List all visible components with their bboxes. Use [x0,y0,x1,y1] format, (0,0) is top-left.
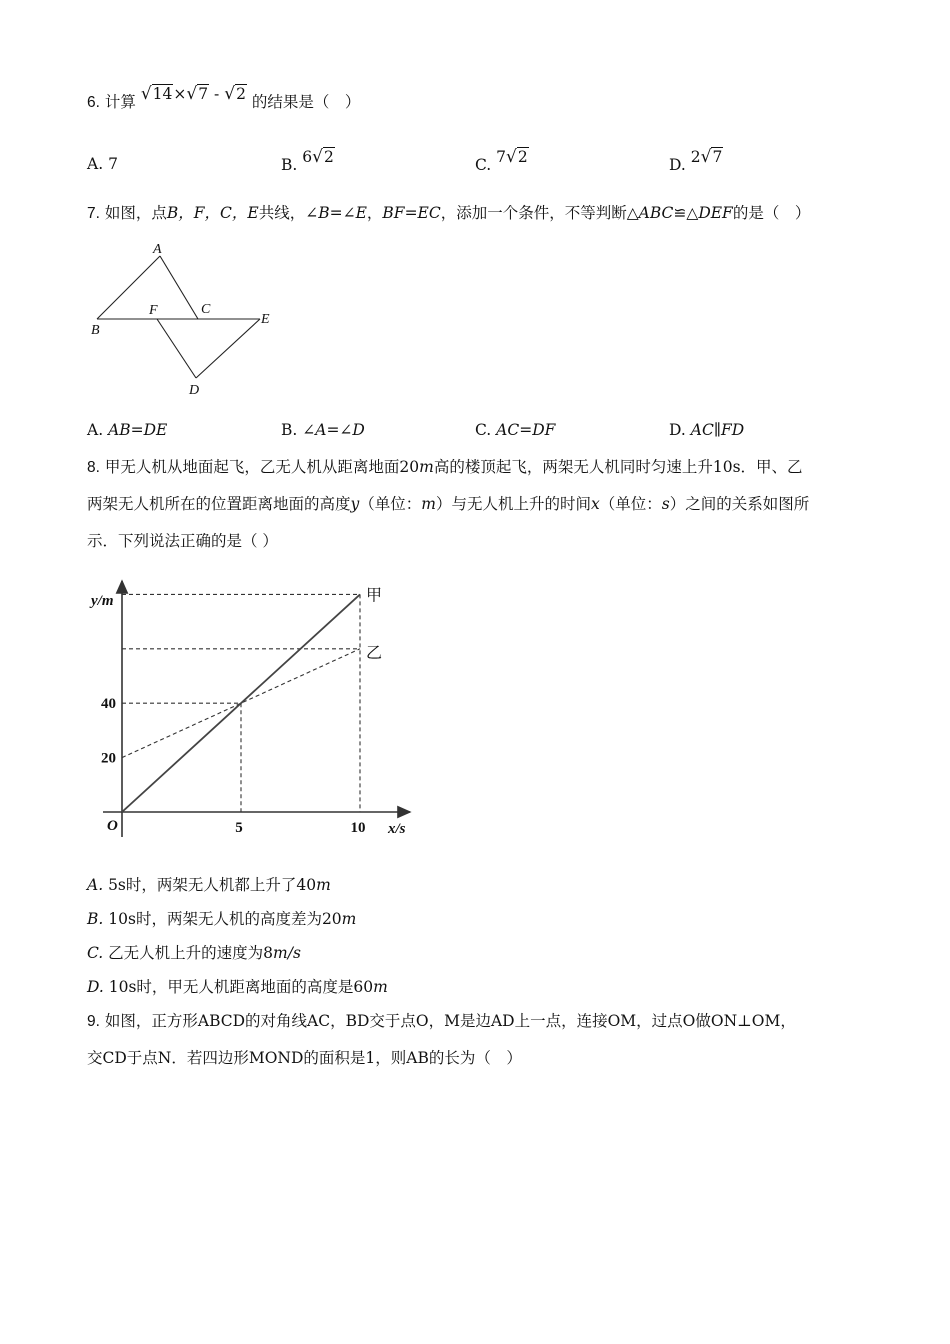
sqrt-7: √7 [186,84,209,104]
q8-line-2: 两架无人机所在的位置距离地面的高度y（单位：m）与无人机上升的时间x（单位：s）之间的关系如图所 [87,495,810,513]
q7-points: B，F，C，E [166,204,259,222]
q7-text: 如图，点 [104,204,167,222]
q7-sep: ， [366,204,383,222]
q6-stem [87,84,361,112]
q8-option-b: B. 10s时，两架无人机的高度差为20m [87,910,357,928]
q7-option-b: B. ∠A=∠D [281,421,365,439]
series-jia-label: 甲 [366,587,383,605]
label-b: B [91,323,100,338]
q7-triangle-def: DEF [698,204,733,222]
q8-option-d: D. 10s时，甲无人机距离地面的高度是60m [87,978,388,996]
q6-option-c: C. 7√2 [475,147,528,174]
seg-fd [157,319,196,378]
q6-option-b: B. 6√2 [281,147,334,174]
q6-text-pre: 计算 [104,93,136,111]
x-tick-label: 10 [350,820,366,836]
q9-number: 9. [87,1013,100,1030]
q9-text: 如图，正方形ABCD的对角线AC，BD交于点O，M是边AD上一点，连接OM，过点O做ON⊥OM， [104,1012,796,1030]
label-c: C [201,302,211,317]
q6-option-d: D. 2√7 [669,147,723,174]
q7-option-d: D. AC∥FD [669,421,745,439]
x-axis-label: x/s [388,821,406,837]
label-d: D [189,383,200,398]
sqrt-14: √14 [140,84,173,104]
x-tick-label: 5 [235,820,243,836]
q7-text: 的是（ ） [732,204,811,222]
series-yi-label: 乙 [366,644,383,662]
q6-number: 6. [87,94,100,111]
y-axis-label: y/m [91,593,114,609]
minus-sign: - [209,85,225,103]
label-f: F [149,303,158,318]
label-a: A [153,242,162,257]
q7-figure [85,236,285,401]
label-e: E [261,312,270,327]
sqrt-2: √2 [224,84,246,104]
q9-line-1 [87,1009,796,1031]
q8-chart [85,575,420,845]
q7-text: ，添加一个条件，不等判断△ [440,204,639,222]
seg-ac [160,256,198,319]
q7-cond-angle: ∠B=∠E [305,204,367,222]
q8-option-c: C. 乙无人机上升的速度为8m/s [87,944,301,962]
q7-stem [87,201,810,223]
y-tick-label: 20 [101,750,116,767]
q9-text: 交CD于点N．若四边形MOND的面积是1，则AB的长为（ ） [87,1049,522,1067]
q7-triangle-abc: ABC [638,204,674,222]
times-sign: × [173,85,187,103]
q7-text: 共线， [258,204,306,222]
y-tick-label: 40 [101,696,116,713]
q7-congruent: ≌△ [673,204,699,222]
q7-number: 7. [87,205,100,222]
q7-cond-seg: BF=EC [382,204,441,222]
q9-line-2 [87,1046,522,1068]
q8-number: 8. [87,459,100,476]
seg-ed [196,319,260,378]
q7-option-c: C. AC=DF [475,421,556,439]
q6-option-a: A. 7 [87,155,118,173]
origin-label: O [107,818,118,834]
q8-line-3: 示．下列说法正确的是（ ） [87,532,278,550]
q8-line-1: 8. 甲无人机从地面起飞，乙无人机从距离地面20m高的楼顶起飞，两架无人机同时匀速上升10s．甲、乙 [87,458,803,476]
q8-option-a: A. 5s时，两架无人机都上升了40m [87,876,331,894]
q6-text-post: 的结果是（ ） [251,93,361,111]
q7-option-a: A. AB=DE [87,421,168,439]
